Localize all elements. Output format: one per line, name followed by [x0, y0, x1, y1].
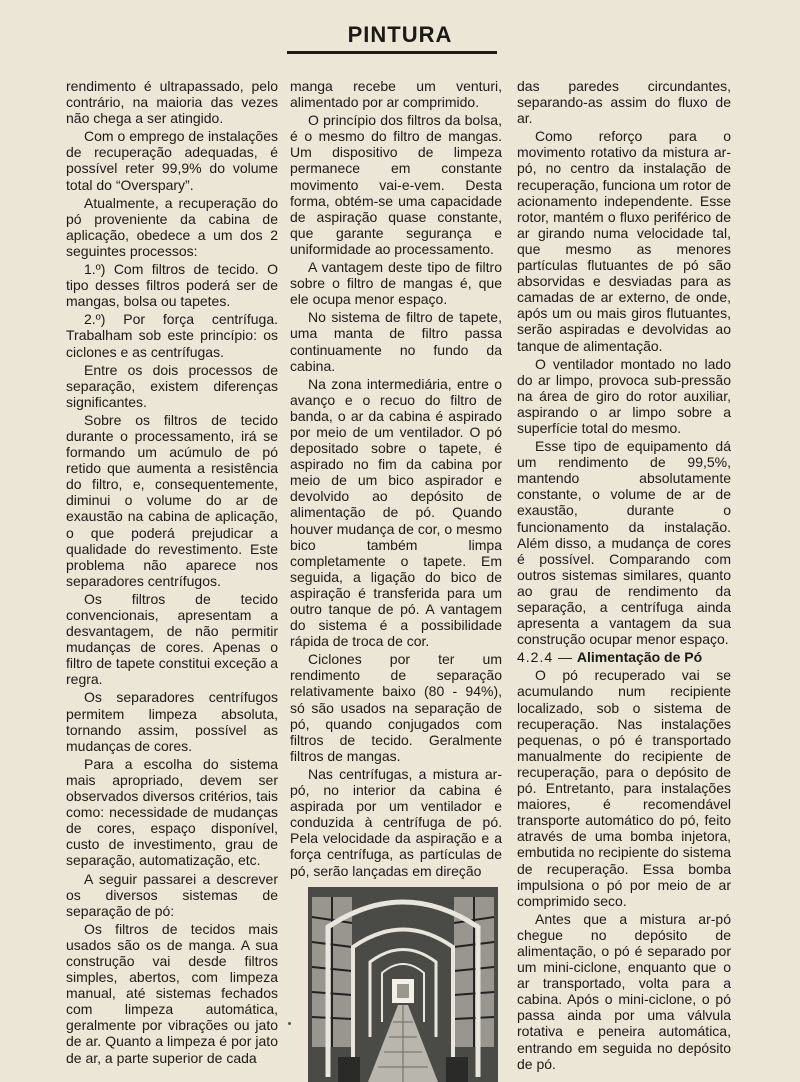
paragraph: O ventilador montado no lado do ar limpo, provoca sub-pressão na área de giro do rotor auxiliar, aspirando o ar limpo sobre a superfície total do mesmo.	[517, 355, 731, 436]
paragraph: das paredes circundantes, separando-as assim do fluxo de ar.	[517, 78, 731, 127]
paragraph: A vantagem deste tipo de filtro sobre o filtro de mangas é, que ele ocupa menor espaço.	[290, 259, 502, 308]
paragraph: Nas centrífugas, a mistura ar-pó, no interior da cabina é aspirada por um ventilador e conduzida à centrífuga de pó. Pela velocidade da aspiração e a força centrífuga, as partículas de pó, serão lançadas em direção	[290, 765, 502, 879]
paragraph: Como reforço para o movimento rotativo da mistura ar-pó, no centro da instalação de recuperação, funciona um rotor de acionamento independente. Esse rotor, mantém o fluxo periférico de ar girando numa velocidade tal, que mesmo as menores partículas flutuantes de pó são absorvidas e desviadas para as camadas de ar externo, de onde, após um ou mais giros flutuantes, serão aspiradas e devolvidas ao tanque de alimentação.	[517, 128, 732, 354]
column-2-text	[290, 78, 502, 879]
column-3	[517, 78, 731, 1074]
column-2	[290, 78, 502, 1082]
paragraph: Com o emprego de instalações de recuperação adequadas, é possível reter 99,9% do volume total do “Overspary”.	[66, 128, 278, 193]
header-rule	[287, 51, 497, 54]
paragraph: 2.º) Por força centrífuga. Trabalham sob este princípio: os ciclones e as centrífugas.	[66, 311, 278, 360]
paragraph: Esse tipo de equipamento dá um rendimento de 99,5%, mantendo absolutamente constante, o volume de ar de exaustão, durante o funcionamento da instalação. Além disso, a mudança de cores é possível. Comparando com outros sistemas similares, quanto ao grau de rendimento da separação, a centrífuga ainda apresenta a vantagem da sua construção ocupar menor espaço.	[517, 438, 731, 648]
page-mark	[288, 1022, 291, 1025]
paragraph: O princípio dos filtros da bolsa, é o mesmo do filtro de mangas. Um dispositivo de limpeza permanece em constante movimento vai-e-vem. Desta forma, obtém-se uma capacidade de aspiração quase constante, que garante segurança e uniformidade ao processamento.	[290, 112, 502, 257]
paragraph: Para a escolha do sistema mais apropriado, devem ser observados diversos critérios, tais como: necessidade de mudanças de cores, espaço disponível, custo de investimento, grau de separação, automatização, etc.	[66, 755, 278, 869]
paragraph: manga recebe um venturi, alimentado por ar comprimido.	[290, 78, 502, 111]
page-title: PINTURA	[347, 22, 453, 47]
paragraph: Os filtros de tecidos mais usados são os de manga. A sua construção vai desde filtros simples, abertos, com limpeza manual, até sistemas fechados com limpeza automática, geralmente por vibrações ou jato de ar. Quanto a limpeza é por jato de ar, a parte superior de cada	[66, 920, 278, 1066]
section-number: 4.2.4 —	[517, 649, 574, 666]
paragraph: rendimento é ultrapassado, pelo contrário, na maioria das vezes não chega a ser atingido.	[66, 78, 278, 127]
column-3-text	[517, 78, 731, 647]
paragraph: O pó recuperado vai se acumulando num recipiente localizado, sob o sistema de recuperação. Nas instalações pequenas, o pó é transportado manualmente do recipiente de recuperação, para o depósito de pó. Entretanto, para instalações maiores, é recomendável transporte automático do pó, feito através de uma bomba injetora, embutida no recipiente do sistema de recuperação. Essa bomba impulsiona o pó por meio de ar comprimido seco.	[517, 667, 731, 909]
section-heading	[517, 649, 731, 665]
paragraph: Entre os dois processos de separação, existem diferenças significantes.	[66, 361, 278, 410]
paragraph: Sobre os filtros de tecido durante o processamento, irá se formando um acúmulo de pó retido que aumenta a resistência do filtro, e, consequentemente, diminui o volume do ar de exaustão na cabina de aplicação, o que poderá prejudicar a qualidade do revestimento. Este problema não aparece nos separadores centrífugos.	[66, 411, 278, 589]
paragraph: A seguir passarei a descrever os diversos sistemas de separação de pó:	[66, 870, 278, 919]
paragraph: Ciclones por ter um rendimento de separação relativamente baixo (80 - 94%), só são usados na separação de pó, quando conjugados com filtros de tecido. Geralmente filtros de mangas.	[290, 651, 502, 764]
paragraph: Na zona intermediária, entre o avanço e o recuo do filtro de banda, o ar da cabina é aspirado por meio de um ventilador. O pó depositado sobre o tapete, é aspirado no fim da cabina por meio de um bico aspirador e devolvido ao depósito de alimentação de pó. Quando houver mudança de cor, o mesmo bico também limpa completamente o tapete. Em seguida, a ligação do bico de aspiração é transferida para um outro tanque de pó. A vantagem do sistema é a possibilidade rápida de troca de cor.	[290, 375, 502, 650]
spray-booth-photo	[308, 887, 498, 1082]
page-header	[0, 22, 800, 48]
column-1	[66, 78, 278, 1068]
column-3-section-text	[517, 667, 731, 1071]
paragraph: 1.º) Com filtros de tecido. O tipo desses filtros poderá ser de mangas, bolsa ou tapetes.	[66, 261, 278, 310]
paragraph: Atualmente, a recuperação do pó proveniente da cabina de aplicação, obedece a um dos 2 seguintes processos:	[66, 194, 278, 259]
paragraph: No sistema de filtro de tapete, uma manta de filtro passa continuamente no fundo da cabina.	[290, 309, 502, 374]
paragraph: Os filtros de tecido convencionais, apresentam a desvantagem, de não permitir mudanças de cores. Apenas o filtro de tapete constitui exceção a regra.	[66, 590, 278, 688]
paragraph: Antes que a mistura ar-pó chegue no depósito de alimentação, o pó é separado por um mini-ciclone, enquanto que o ar transportado, volta para a cabina. Após o mini-ciclone, o pó passa ainda por uma válvula rotativa e peneira automática, entrando em seguida no depósito de pó.	[517, 910, 731, 1072]
section-title: Alimentação de Pó	[576, 649, 703, 666]
paragraph: Os separadores centrífugos permitem limpeza absoluta, tornando assim, possível as mudanças de cores.	[66, 689, 278, 754]
